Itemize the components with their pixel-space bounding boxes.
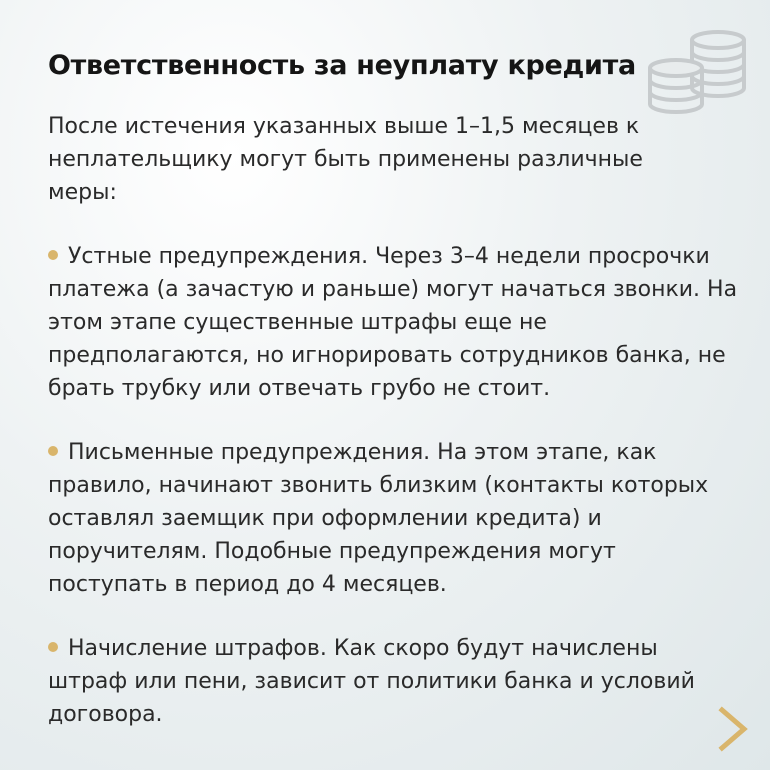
list-item-text: Устные предупреждения. Через 3–4 недели просрочки платежа (а зачастую и раньше) могут начаться звонки. На этом этапе существенные штрафы еще не предполагаются, но игнорировать сотрудников банка, не брать трубку или отвечать грубо не стоит. bbox=[48, 244, 738, 401]
content-card bbox=[48, 40, 738, 731]
list-item bbox=[48, 632, 738, 731]
bullet-dot-icon bbox=[48, 446, 58, 456]
list-item-text: Начисление штрафов. Как скоро будут начислены штраф или пени, зависит от политики банка и условий договора. bbox=[48, 636, 695, 727]
page-title: Ответственность за неуплату кредита bbox=[48, 50, 636, 81]
chevron-right-icon[interactable] bbox=[716, 706, 750, 752]
bullet-dot-icon bbox=[48, 250, 58, 260]
bullet-dot-icon bbox=[48, 642, 58, 652]
list-item-text: Письменные предупреждения. На этом этапе, как правило, начинают звонить близким (контакты которых оставлял заемщик при оформлении кредита) и поручителям. Подобные предупреждения могут поступать в период до 4 месяцев. bbox=[48, 440, 709, 597]
intro-text: После истечения указанных выше 1–1,5 месяцев к неплательщику могут быть применены различные меры: bbox=[48, 114, 643, 205]
list-item bbox=[48, 240, 738, 405]
list-item bbox=[48, 436, 738, 601]
